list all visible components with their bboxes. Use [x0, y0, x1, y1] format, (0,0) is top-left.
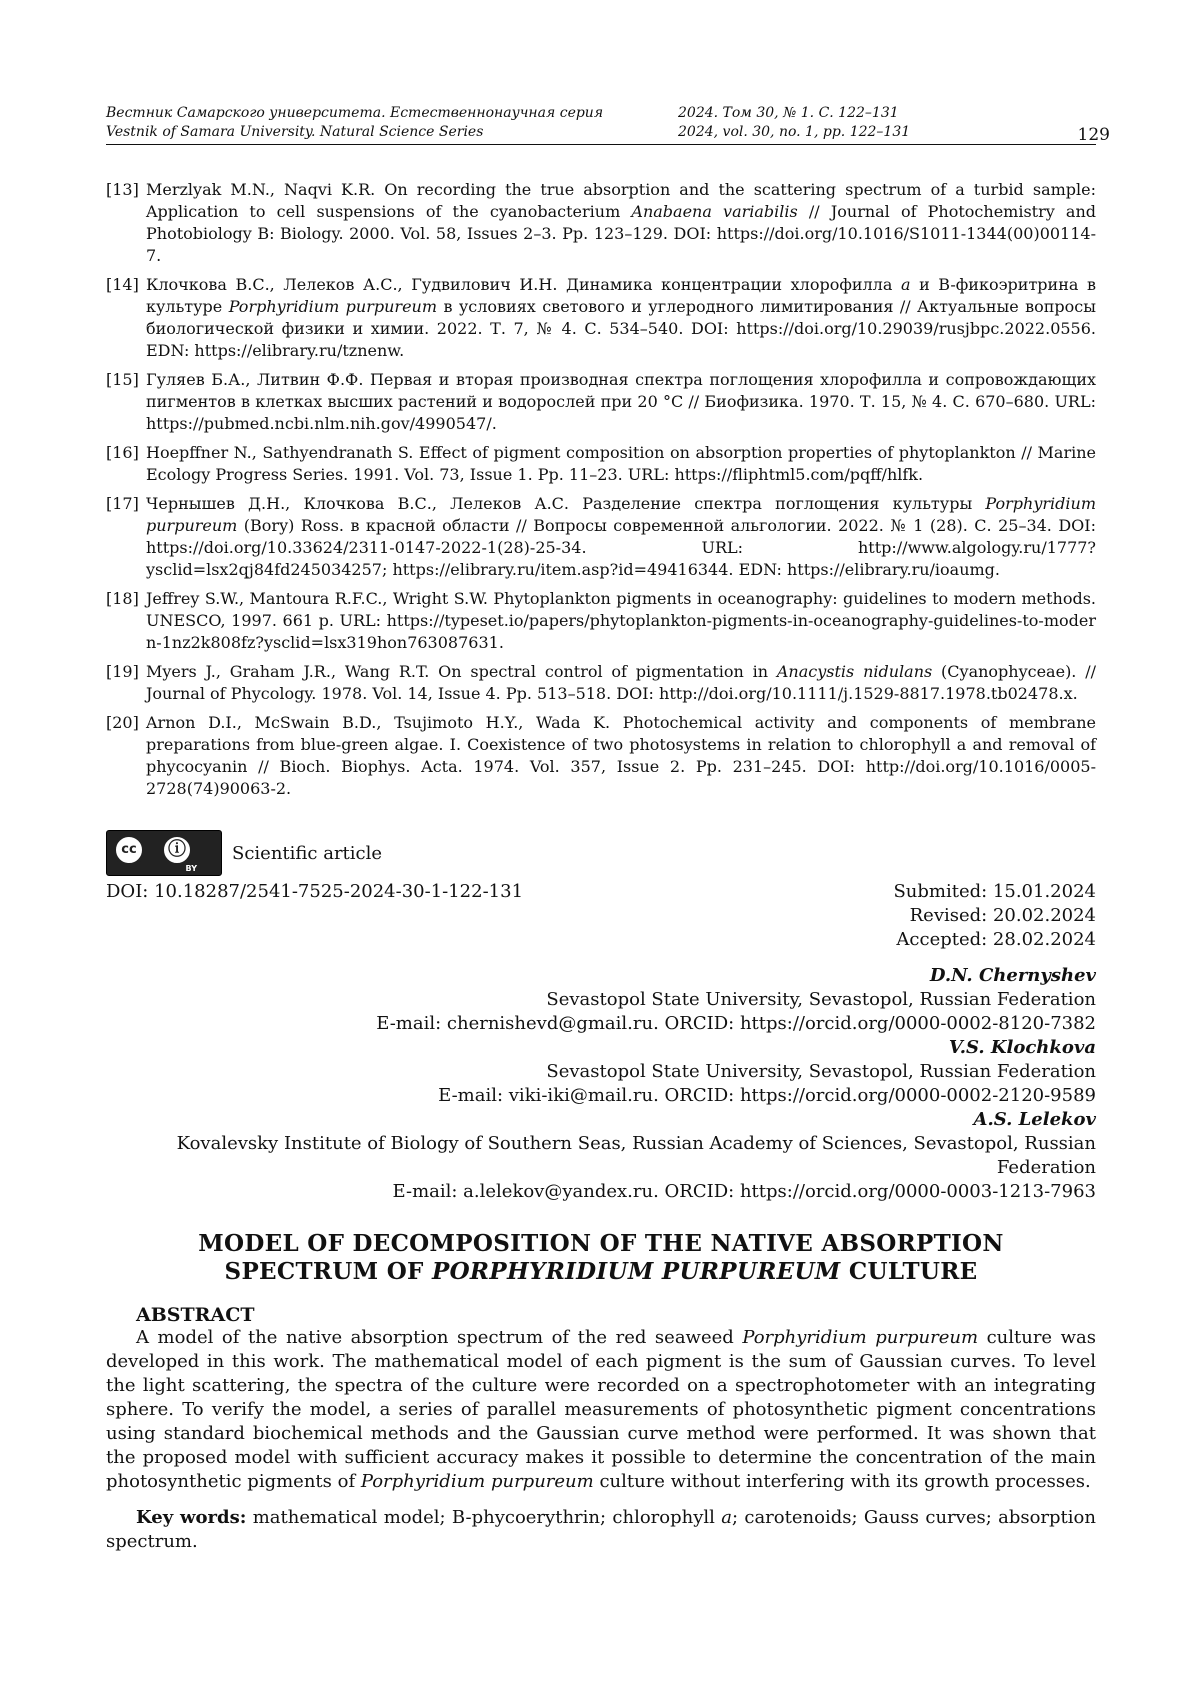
doi[interactable]: DOI: 10.18287/2541-7525-2024-30-1-122-131	[106, 881, 524, 902]
article-type: Scientific article	[232, 842, 383, 864]
abstract-text: A model of the native absorption spectrum of the red seaweed Porphyridium purpureum culture was developed in this work. The mathematical model of each pigment is the sum of Gaussian curves. To level the light scattering, the spectra of the culture were recorded on a spectrophotometer with an integrating sphere. To verify the model, a series of parallel measurements of photosynthetic pigment concentrations using standard biochemical methods and the Gaussian curve method were performed. It was shown that the proposed model with sufficient accuracy makes it possible to determine the concentration of the main photosynthetic pigments of Porphyridium purpureum culture without interfering with its growth processes.	[106, 1327, 1096, 1492]
author-name: A.S. Lelekov	[973, 1109, 1096, 1130]
abstract-heading: ABSTRACT	[136, 1304, 255, 1326]
submitted-date: Submited: 15.01.2024	[893, 881, 1096, 902]
reference-item: [19] Myers J., Graham J.R., Wang R.T. On spectral control of pigmentation in Anacystis nidulans (Cyanophyceae). // Journal of Phycology. 1978. Vol. 14, Issue 4. Pp. 513–518. DOI: http://doi.org/10.1111/j.1529-8817.1978.tb02478.x.	[106, 662, 1097, 703]
issue-info-ru: 2024. Том 30, № 1. С. 122–131	[678, 105, 899, 121]
issue-info-en: 2024, vol. 30, no. 1, pp. 122–131	[678, 124, 911, 140]
author-name: D.N. Chernyshev	[929, 965, 1096, 986]
keywords: Key words: mathematical model; B-phycoerythrin; chlorophyll a; carotenoids; Gauss curves; absorption spectrum.	[106, 1507, 1096, 1552]
issue-info	[678, 104, 910, 142]
journal-name-ru: Вестник Самарского университета. Естественнонаучная серия	[106, 105, 604, 121]
accepted-date: Accepted: 28.02.2024	[896, 929, 1096, 950]
license-row	[106, 830, 1096, 876]
article-title: MODEL OF DECOMPOSITION OF THE NATIVE ABSORPTION SPECTRUM OF PORPHYRIDIUM PURPUREUM CULTURE	[198, 1230, 1004, 1285]
author-list	[106, 964, 1096, 1204]
article-meta	[106, 880, 1096, 948]
reference-item: [17] Чернышев Д.Н., Клочкова В.С., Лелеков А.С. Разделение спектра поглощения культуры Porphyridium purpureum (Bory) Ross. в красной области // Вопросы современной альгологии. 2022. № 1 (28). С. 25–34. DOI: https://doi.org/10.33624/2311-0147-2022-1(28)-25-34. URL: http://www.algology.ru/1777?ysclid=lsx2qj84fd245034257; https://elibrary.ru/item.asp?id=49416344. EDN: https://elibrary.ru/ioaumg.	[106, 494, 1096, 579]
attribution-person-icon: ⓘ	[161, 834, 193, 866]
reference-item: [14] Клочкова В.С., Лелеков А.С., Гудвилович И.Н. Динамика концентрации хлорофилла a и B-фикоэритрина в культуре Porphyridium purpureum в условиях светового и углеродного лимитирования // Актуальные вопросы биологической физики и химии. 2022. Т. 7, № 4. С. 534–540. DOI: https://doi.org/10.29039/rusjbpc.2022.0556. EDN: https://elibrary.ru/tznenw.	[106, 275, 1097, 360]
reference-item: [15] Гуляев Б.А., Литвин Ф.Ф. Первая и вторая производная спектра поглощения хлорофилла и сопровождающих пигментов в клетках высших растений и водорослей при 20 °C // Биофизика. 1970. Т. 15, № 4. С. 670–680. URL: https://pubmed.ncbi.nlm.nih.gov/4990547/.	[106, 370, 1096, 433]
reference-item: [16] Hoepffner N., Sathyendranath S. Effect of pigment composition on absorption properties of phytoplankton // Marine Ecology Progress Series. 1991. Vol. 73, Issue 1. Pp. 11–23. URL: https://fliphtml5.com/pqff/hlfk.	[106, 443, 1096, 484]
reference-item: [13] Merzlyak M.N., Naqvi K.R. On recording the true absorption and the scattering spectrum of a turbid sample: Application to cell suspensions of the cyanobacterium Anabaena variabilis // Journal of Photochemistry and Photobiology B: Biology. 2000. Vol. 58, Issues 2–3. Pp. 123–129. DOI: https://doi.org/10.1016/S1011-1344(00)00114-7.	[106, 180, 1097, 265]
dates	[893, 880, 1096, 952]
revised-date: Revised: 20.02.2024	[909, 905, 1096, 926]
cc-by-license-icon[interactable]	[106, 830, 222, 876]
journal-name	[106, 104, 603, 142]
by-label: BY	[185, 864, 197, 873]
author-contact[interactable]: E-mail: a.lelekov@yandex.ru. ORCID: https://orcid.org/0000-0003-1213-7963	[392, 1181, 1096, 1202]
page-number: 129	[1077, 125, 1110, 145]
cc-icon: cc	[113, 834, 145, 866]
journal-name-en: Vestnik of Samara University. Natural Science Series	[106, 124, 484, 140]
author-affiliation: Sevastopol State University, Sevastopol, Russian Federation	[546, 989, 1096, 1010]
reference-list	[106, 179, 1096, 800]
author-contact[interactable]: E-mail: viki-iki@mail.ru. ORCID: https://orcid.org/0000-0002-2120-9589	[438, 1085, 1096, 1106]
reference-item: [20] Arnon D.I., McSwain B.D., Tsujimoto H.Y., Wada K. Photochemical activity and components of membrane preparations from blue-green algae. I. Coexistence of two photosystems in relation to chlorophyll a and removal of phycocyanin // Bioch. Biophys. Acta. 1974. Vol. 357, Issue 2. Pp. 231–245. DOI: http://doi.org/10.1016/0005-2728(74)90063-2.	[106, 713, 1096, 798]
page	[106, 96, 1110, 1554]
author-affiliation: Sevastopol State University, Sevastopol, Russian Federation	[546, 1061, 1096, 1082]
author-name: V.S. Klochkova	[948, 1037, 1096, 1058]
running-header	[106, 96, 1110, 145]
author-affiliation: Kovalevsky Institute of Biology of Southern Seas, Russian Academy of Sciences, Sevastopol, Russian Federation	[176, 1133, 1096, 1178]
author-contact[interactable]: E-mail: chernishevd@gmail.ru. ORCID: https://orcid.org/0000-0002-8120-7382	[376, 1013, 1096, 1034]
reference-item: [18] Jeffrey S.W., Mantoura R.F.C., Wright S.W. Phytoplankton pigments in oceanography: guidelines to modern methods. UNESCO, 1997. 661 p. URL: https://typeset.io/papers/phytoplankton-pigments-in-oceanography-guidelines-to-modern-1nz2k808fz?ysclid=lsx319hon763087631.	[106, 589, 1096, 652]
